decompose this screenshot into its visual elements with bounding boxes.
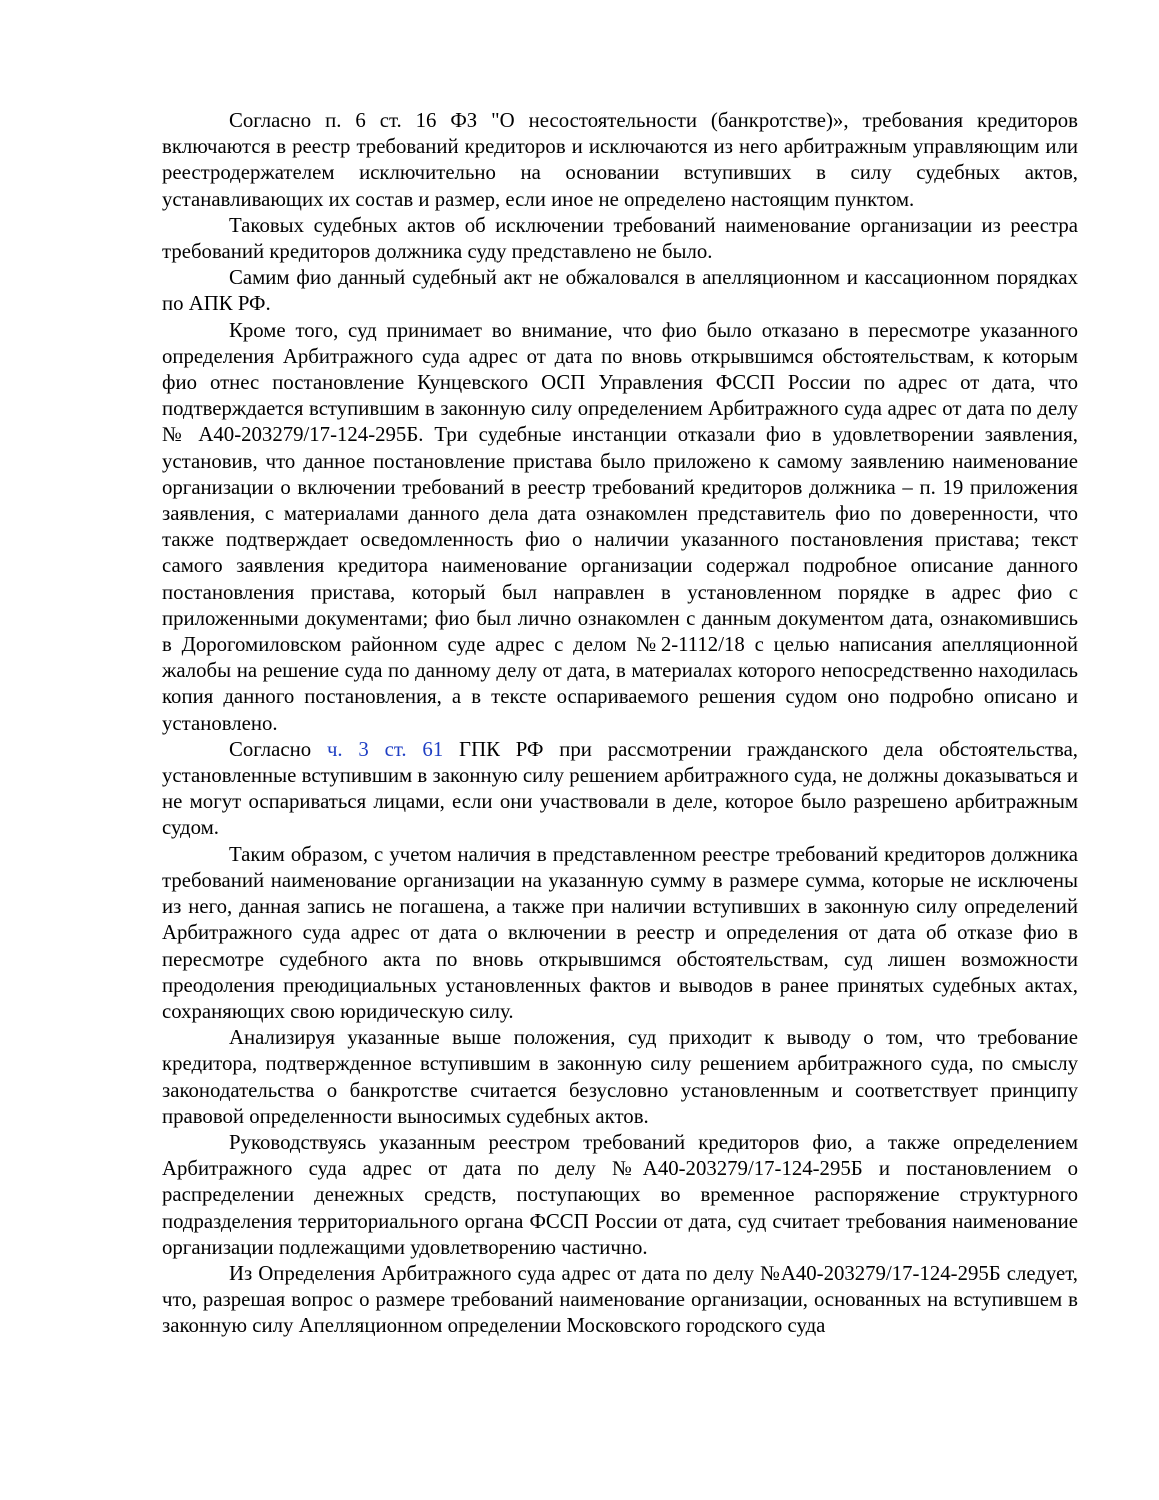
paragraph-1: Согласно п. 6 ст. 16 ФЗ "О несостоятельности (банкротстве)», требования кредиторов включаются в реестр требований кредиторов и исключаются из него арбитражным управляющим или реестродержателем исключительно на основании вступивших в силу судебных актов, устанавливающих их состав и размер, если иное не определено настоящим пунктом. [162, 109, 1078, 211]
paragraph-5-rest: ГПК РФ при рассмотрении гражданского дела обстоятельства, установленные вступившим в законную силу решением арбитражного суда, не должны доказываться и не могут оспариваться лицами, если они участвовали в деле, которое было разрешено арбитражным судом. [162, 737, 1079, 840]
paragraph-9: Из Определения Арбитражного суда адрес от дата по делу №А40-203279/17-124-295Б следует, что, разрешая вопрос о размере требований наименование организации, основанных на вступившем в законную силу Апелляционном определении Московского городского суда [162, 1261, 1078, 1338]
paragraph-7: Анализируя указанные выше положения, суд приходит к выводу о том, что требование кредитора, подтвержденное вступившим в законную силу решением арбитражного суда, по смыслу законодательства о банкротстве считается безусловно установленным и соответствует принципу правовой определенности выносимых судебных актов. [162, 1026, 1078, 1128]
paragraph-4: Кроме того, суд принимает во внимание, что фио было отказано в пересмотре указанного определения Арбитражного суда адрес от дата по вновь открывшимся обстоятельствам, к которым фио отнес постановление Кунцевского ОСП Управления ФССП России по адрес от дата, что подтверждается вступившим в законную силу определением Арбитражного суда адрес от дата по делу № А40-203279/17-124-295Б. Три судебные инстанции отказали фио в удовлетворении заявления, установив, что данное постановление пристава было приложено к самому заявлению наименование организации о включении требований в реестр требований кредиторов должника – п. 19 приложения заявления, с материалами данного дела дата ознакомлен представитель фио по доверенности, что также подтверждает осведомленность фио о наличии указанного постановления пристава; текст самого заявления кредитора наименование организации содержал подробное описание данного постановления пристава, который был направлен в установленном порядке в адрес фио с приложенными документами; фио был лично ознакомлен с данным документом дата, ознакомившись в Дорогомиловском районном суде адрес с делом №2-1112/18 с целью написания апелляционной жалобы на решение суда по данному делу от дата, в материалах которого непосредственно находилась копия данного постановления, а в тексте оспариваемого решения судом оно подробно описано и установлено. [162, 318, 1078, 735]
paragraph-8: Руководствуясь указанным реестром требований кредиторов фио, а также определением Арбитражного суда адрес от дата по делу №А40-203279/17-124-295Б и постановлением о распределении денежных средств, поступающих во временное распоряжение структурного подразделения территориального органа ФССП России от дата, суд считает требования наименование организации подлежащими удовлетворению частично. [162, 1130, 1078, 1259]
law-reference-link[interactable]: ч. 3 ст. 61 [326, 737, 444, 761]
paragraph-2: Таковых судебных актов об исключении требований наименование организации из реестра требований кредиторов должника суду представлено не было. [162, 213, 1078, 264]
paragraph-5-start: Согласно [229, 737, 327, 761]
paragraph-3: Самим фио данный судебный акт не обжаловался в апелляционном и кассационном порядках по АПК РФ. [162, 266, 1078, 316]
document-body [162, 108, 1078, 1340]
paragraph-5 [162, 737, 1078, 842]
paragraph-6: Таким образом, с учетом наличия в представленном реестре требований кредиторов должника требований наименование организации на указанную сумму в размере сумма, которые не исключены из него, данная запись не погашена, а также при наличии вступивших в законную силу определений Арбитражного суда адрес от дата о включении в реестр и определения от дата об отказе фио в пересмотре судебного акта по вновь открывшимся обстоятельствам, суд лишен возможности преодоления преюдициальных установленных фактов и выводов в ранее принятых судебных актах, сохраняющих свою юридическую силу. [162, 842, 1078, 1023]
